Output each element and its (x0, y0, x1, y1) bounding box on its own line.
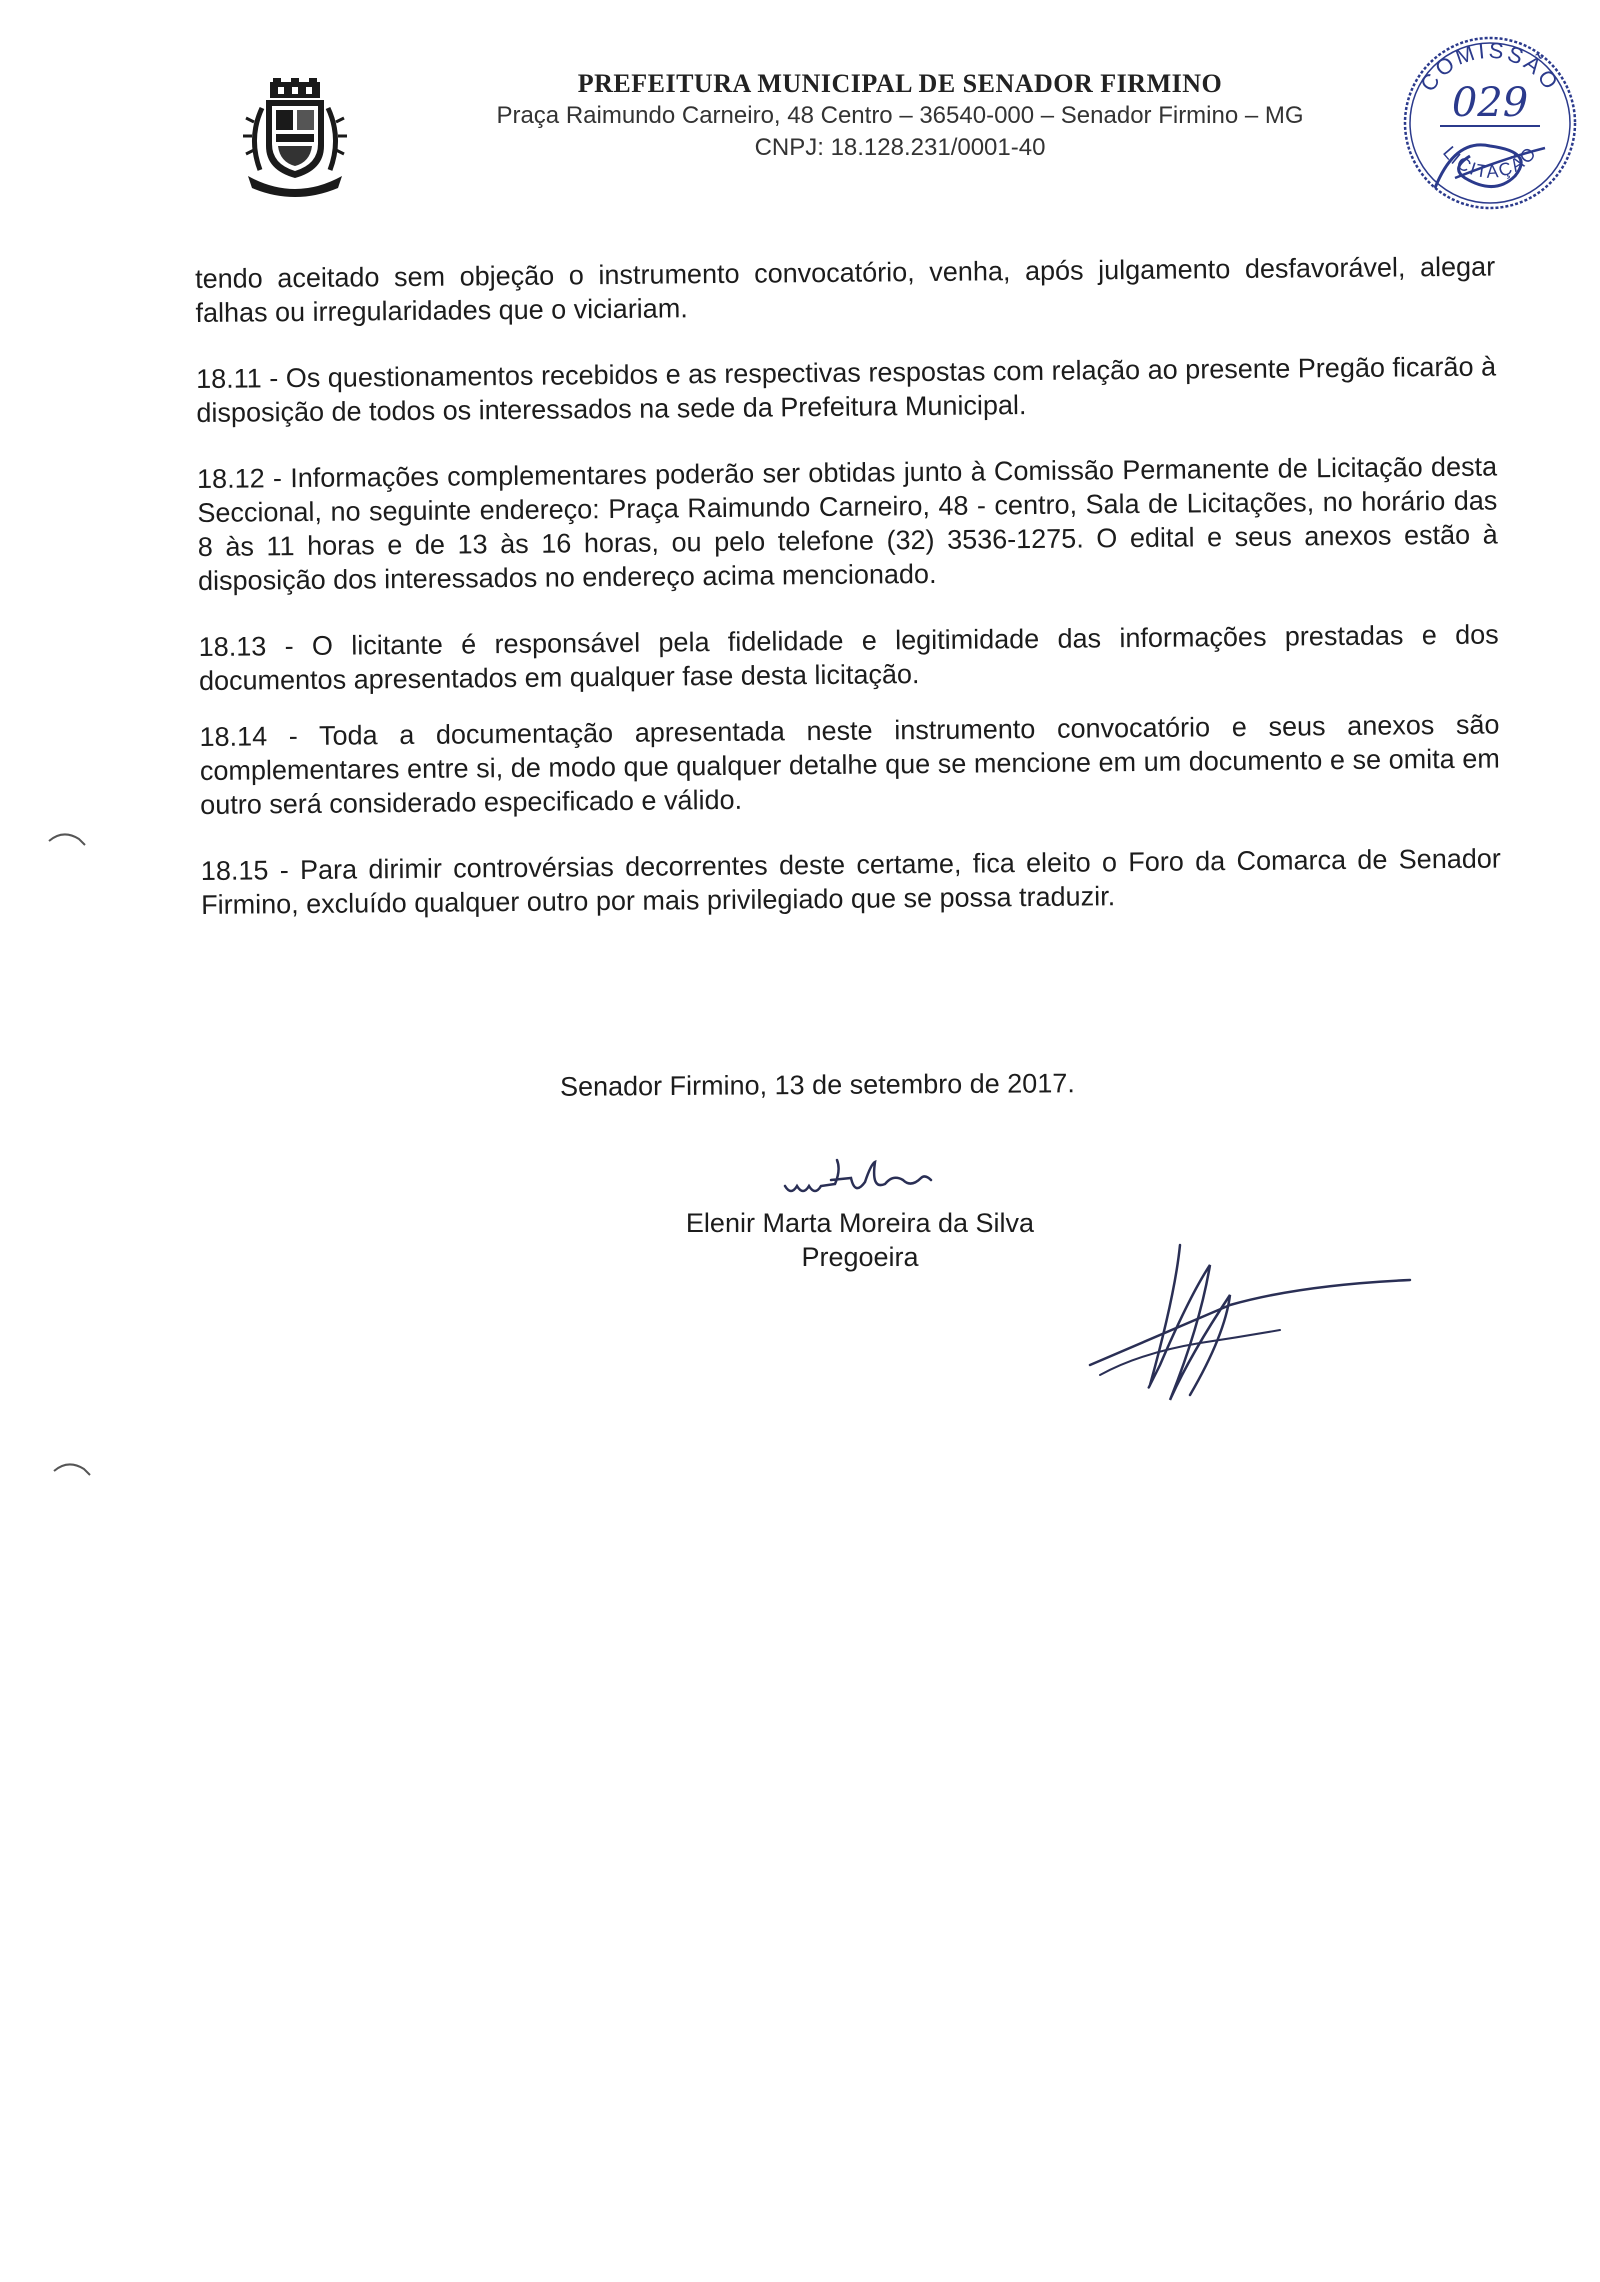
letterhead-address: Praça Raimundo Carneiro, 48 Centro – 36540-000 – Senador Firmino – MG (496, 102, 1304, 129)
paragraph-18-15: 18.15 - Para dirimir controvérsias decorrentes deste certame, fica eleito o Foro da Comarca de Senador Firmino, excluído qualquer outro por mais privilegiado que se possa traduzir. (200, 843, 1501, 920)
paragraph-18-11: 18.11 - Os questionamentos recebidos e as respectivas respostas com relação ao presente Pregão ficarão à disposição de todos os interessados na sede da Prefeitura Municipal. (195, 351, 1497, 428)
stamp-top-text: COMISSÃO (1415, 37, 1565, 96)
handwritten-initials (775, 1150, 945, 1206)
margin-mark-icon (45, 825, 95, 849)
handwritten-signature (1080, 1235, 1420, 1405)
paragraph-18-13: 18.13 - O licitante é responsável pela fidelidade e legitimidade das informações prestadas e dos documentos apresentados em qualquer fase desta licitação. (198, 619, 1499, 696)
letterhead-cnpj: CNPJ: 18.128.231/0001-40 (754, 134, 1046, 161)
paragraph-18-14: 18.14 - Toda a documentação apresentada neste instrumento convocatório e seus anexos são complementares entre si, de modo que qualquer detalhe que se mencione em um documento e se omita em outro será considerado especificado e válido. (199, 709, 1500, 820)
margin-mark-icon (50, 1455, 100, 1479)
commission-stamp (1395, 28, 1585, 218)
signer-role: Pregoeira (801, 1242, 919, 1272)
svg-text:LICITAÇÃO (1439, 142, 1541, 182)
municipal-crest-icon (240, 78, 350, 198)
paragraph-intro: tendo aceitado sem objeção o instrumento convocatório, venha, após julgamento desfavorável, alegar falhas ou irregularidades que o viciariam. (195, 251, 1496, 328)
letterhead-title: PREFEITURA MUNICIPAL DE SENADOR FIRMINO (577, 69, 1223, 98)
document-body (195, 250, 1502, 954)
signer-name: Elenir Marta Moreira da Silva (685, 1208, 1035, 1238)
signature-block (640, 1150, 1080, 1274)
stamp-number: 029 (1451, 80, 1529, 126)
letterhead (400, 68, 1400, 164)
stamp-bottom-text: LICITAÇÃO (1439, 142, 1542, 182)
paragraph-18-12: 18.12 - Informações complementares poderão ser obtidas junto à Comissão Permanente de Licitação desta Seccional, no seguinte endereço: Praça Raimundo Carneiro, 48 - centro, Sala de Licitações, no horário das 8 às 11 horas e de 13 às 16 horas, ou pelo telefone (32) 3536-1275. O edital e seus anexos estão à disposição dos interessados no endereço acima mencionado. (196, 451, 1498, 596)
date-line: Senador Firmino, 13 de setembro de 2017. (559, 1068, 1075, 1102)
